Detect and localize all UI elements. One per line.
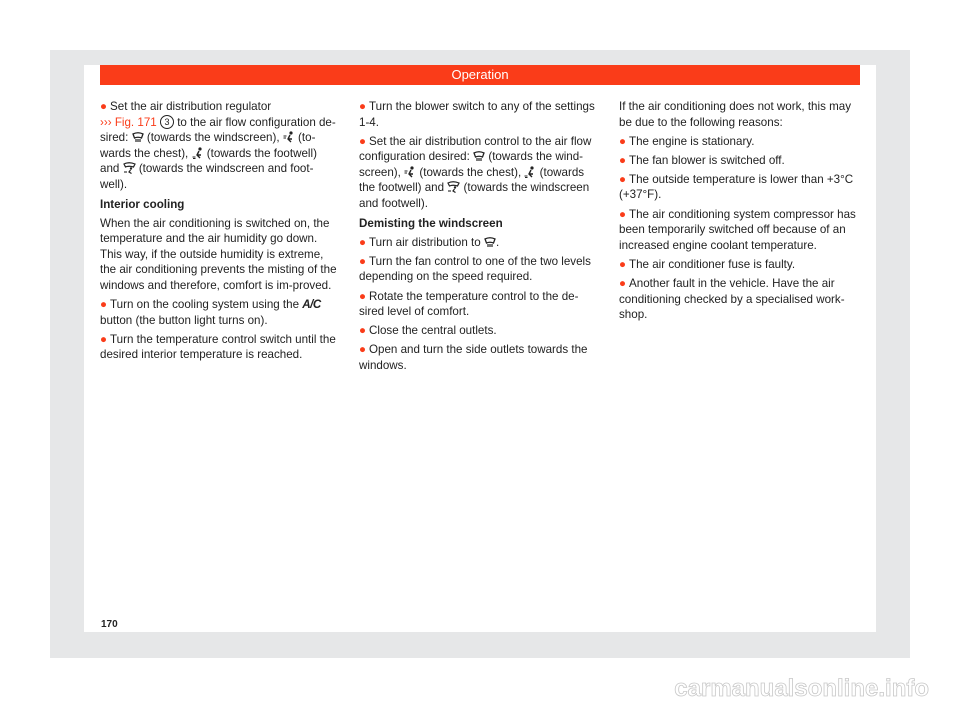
watermark-logo bbox=[600, 676, 930, 702]
bullet-icon: ● bbox=[359, 324, 367, 338]
bullet-item: ● The engine is stationary. bbox=[619, 134, 755, 148]
chest-airflow-icon bbox=[404, 166, 416, 178]
bullet-item: ● The fan blower is switched off. bbox=[619, 153, 785, 167]
bullet-item: ● Turn on the cooling system using the A/C button (the button light turns on). bbox=[100, 298, 321, 327]
watermark-text: carmanualsonline.info bbox=[674, 676, 929, 702]
bullet-item: ● Turn the fan control to one of the two levels depending on the speed required. bbox=[359, 254, 591, 284]
bullet-item: ● The air conditioner fuse is faulty. bbox=[619, 257, 796, 271]
footwell-airflow-icon bbox=[192, 147, 204, 159]
page-number: 170 bbox=[101, 619, 118, 630]
bullet-item: ● The air conditioning system compressor has been temporarily switched off because of an increased engine coolant temperature. bbox=[619, 207, 856, 252]
bullet-icon: ● bbox=[619, 207, 627, 221]
column-1 bbox=[100, 99, 338, 367]
bullet-icon: ● bbox=[619, 257, 627, 271]
bullet-icon: ● bbox=[619, 276, 627, 290]
bullet-item: ● Rotate the temperature control to the de-sired level of comfort. bbox=[359, 289, 579, 319]
bullet-item: ● Turn air distribution to . bbox=[359, 235, 500, 249]
bullet-item: ● Set the air distribution regulator ››› Fig. 171 3 to the air flow configuration de-sired: (towards the windscreen), (to-wards the chest), (towards the footwell) and (towards the windscreen and foot-well). bbox=[100, 100, 336, 191]
ac-symbol: A/C bbox=[302, 298, 321, 312]
bullet-icon: ● bbox=[100, 332, 108, 346]
bullet-icon: ● bbox=[359, 100, 367, 113]
bullet-item: ● Turn the temperature control switch until the desired interior temperature is reached. bbox=[100, 332, 336, 362]
footwell-airflow-icon bbox=[524, 166, 536, 178]
bullet-icon: ● bbox=[100, 298, 108, 312]
bullet-icon: ● bbox=[619, 153, 627, 167]
bullet-item: ● Open and turn the side outlets towards the windows. bbox=[359, 343, 588, 372]
bullet-icon: ● bbox=[359, 134, 367, 148]
column-2 bbox=[359, 99, 597, 377]
bullet-icon: ● bbox=[359, 254, 367, 268]
bullet-item: ● The outside temperature is lower than +3°C (+37°F). bbox=[619, 172, 854, 202]
bullet-icon: ● bbox=[359, 289, 367, 303]
bullet-item: ● Another fault in the vehicle. Have the air conditioning checked by a specialised work-shop. bbox=[619, 276, 845, 322]
windscreen-airflow-icon bbox=[473, 151, 485, 162]
section-heading: Interior cooling bbox=[100, 197, 185, 211]
bullet-item: ● Turn the blower switch to any of the settings 1-4. bbox=[359, 100, 595, 129]
section-heading: Demisting the windscreen bbox=[359, 216, 503, 230]
windscreen-footwell-airflow-icon bbox=[447, 181, 460, 193]
column-3 bbox=[619, 99, 857, 326]
windscreen-airflow-icon bbox=[484, 237, 496, 248]
windscreen-airflow-icon bbox=[132, 132, 144, 143]
bullet-icon: ● bbox=[619, 134, 627, 148]
bullet-item: ● Close the central outlets. bbox=[359, 324, 497, 338]
bullet-item: ● Set the air distribution control to the air flow configuration desired: (towards the wind-screen), (towards the chest), (towards the footwell) and (towards the windscreen and footwell). bbox=[359, 134, 592, 211]
paragraph: When the air conditioning is switched on, the temperature and the air humidity go down. This way, if the outside humidity is extreme, the air conditioning prevents the misting of the windows and therefore, comfort is im-proved. bbox=[100, 216, 337, 293]
chest-airflow-icon bbox=[283, 131, 295, 143]
bullet-icon: ● bbox=[359, 343, 367, 357]
paragraph: If the air conditioning does not work, this may be due to the following reasons: bbox=[619, 100, 851, 129]
figure-link[interactable]: ››› Fig. 171 bbox=[100, 115, 157, 129]
bullet-icon: ● bbox=[619, 172, 627, 186]
callout-number: 3 bbox=[160, 115, 174, 129]
bullet-icon: ● bbox=[100, 100, 108, 113]
bullet-icon: ● bbox=[359, 235, 367, 249]
windscreen-footwell-airflow-icon bbox=[123, 162, 136, 174]
section-header: Operation bbox=[100, 65, 860, 85]
